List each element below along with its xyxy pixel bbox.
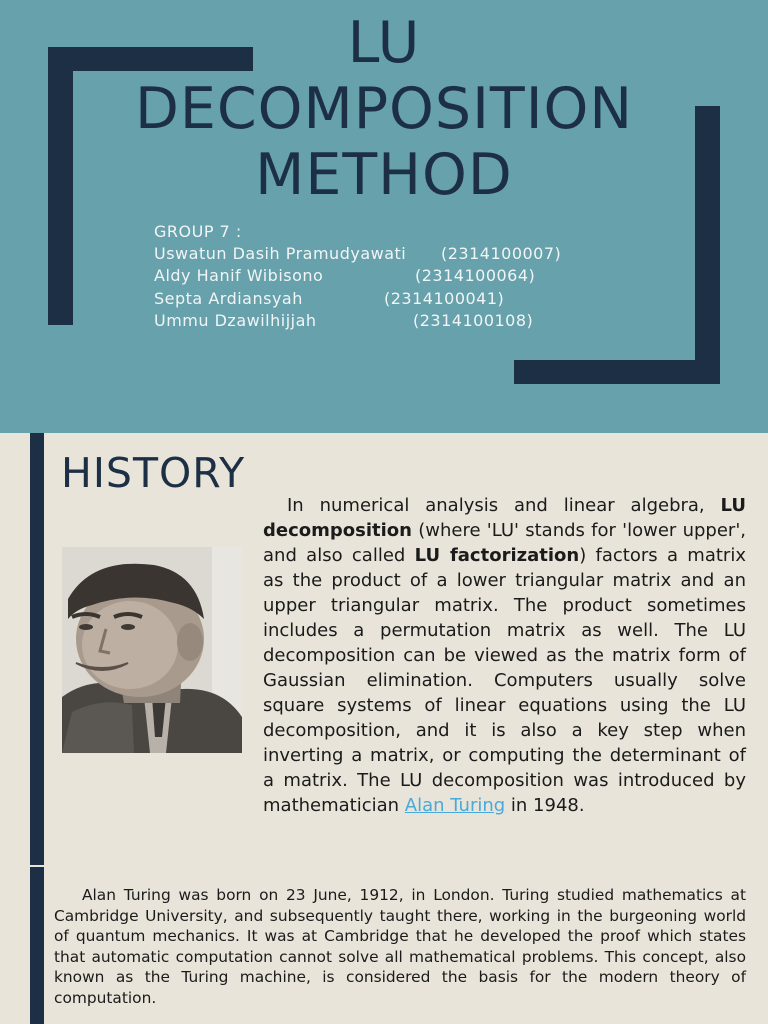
- member-nim: (2314100041): [384, 289, 505, 308]
- history-paragraph-2: Alan Turing was born on 23 June, 1912, in London. Turing studied mathematics at Cambridge University, and subsequently taught there, working in the burgeoning world of quantum mechanics. It was at Cambridge that he developed the proof which states that automatic computation cannot solve all mathematical problems. This concept, also known as the Turing machine, is considered the basis for the modern theory of computation.: [54, 886, 746, 1007]
- group-label: GROUP 7 :: [154, 222, 242, 241]
- alan-turing-link[interactable]: Alan Turing: [404, 795, 506, 816]
- member-nim: (2314100108): [413, 311, 534, 330]
- title-line: LU: [347, 10, 421, 76]
- member-name: Uswatun Dasih Pramudyawati: [154, 244, 407, 263]
- para-text: In numerical analysis and linear algebra,: [287, 495, 721, 516]
- para-text: ) factors a matrix as the product of a lower triangular matrix and an upper triangular matrix. The product sometimes includes a permutation matrix as well. The LU decomposition can be viewed as the matrix form of Gaussian elimination. Computers usually solve square systems of linear equations using the LU decomposition, and it is also a key step when inverting a matrix, or computing the determinant of a matrix. The LU decomposition was introduced by mathematician: [263, 545, 746, 816]
- bold-term-lu-decomposition: LU decomposition: [263, 495, 746, 541]
- member-row: [154, 311, 534, 330]
- slide-title: [0, 10, 768, 208]
- title-line: DECOMPOSITION: [134, 76, 634, 142]
- accent-side-bar: [30, 433, 44, 1024]
- member-name: Septa Ardiansyah: [154, 289, 303, 308]
- title-slide: [0, 0, 768, 433]
- frame-corner-bottom-right: [514, 360, 720, 384]
- portrait-image: [62, 547, 242, 753]
- para-text: (where 'LU' stands for 'lower upper', and also called: [263, 520, 746, 566]
- title-line: METHOD: [255, 142, 513, 208]
- member-row: [154, 244, 562, 263]
- history-heading: HISTORY: [61, 449, 246, 497]
- member-name: Ummu Dzawilhijjah: [154, 311, 317, 330]
- bold-term-lu-factorization: LU factorization: [414, 545, 580, 566]
- history-slide: [0, 433, 768, 1024]
- history-paragraph-1: [263, 493, 746, 818]
- member-name: Aldy Hanif Wibisono: [154, 266, 324, 285]
- member-nim: (2314100007): [441, 244, 562, 263]
- member-nim: (2314100064): [415, 266, 536, 285]
- portrait-photo: [62, 547, 242, 753]
- member-row: [154, 266, 536, 285]
- side-bar-divider: [30, 865, 44, 867]
- member-row: [154, 289, 505, 308]
- para-text: in 1948.: [505, 795, 585, 816]
